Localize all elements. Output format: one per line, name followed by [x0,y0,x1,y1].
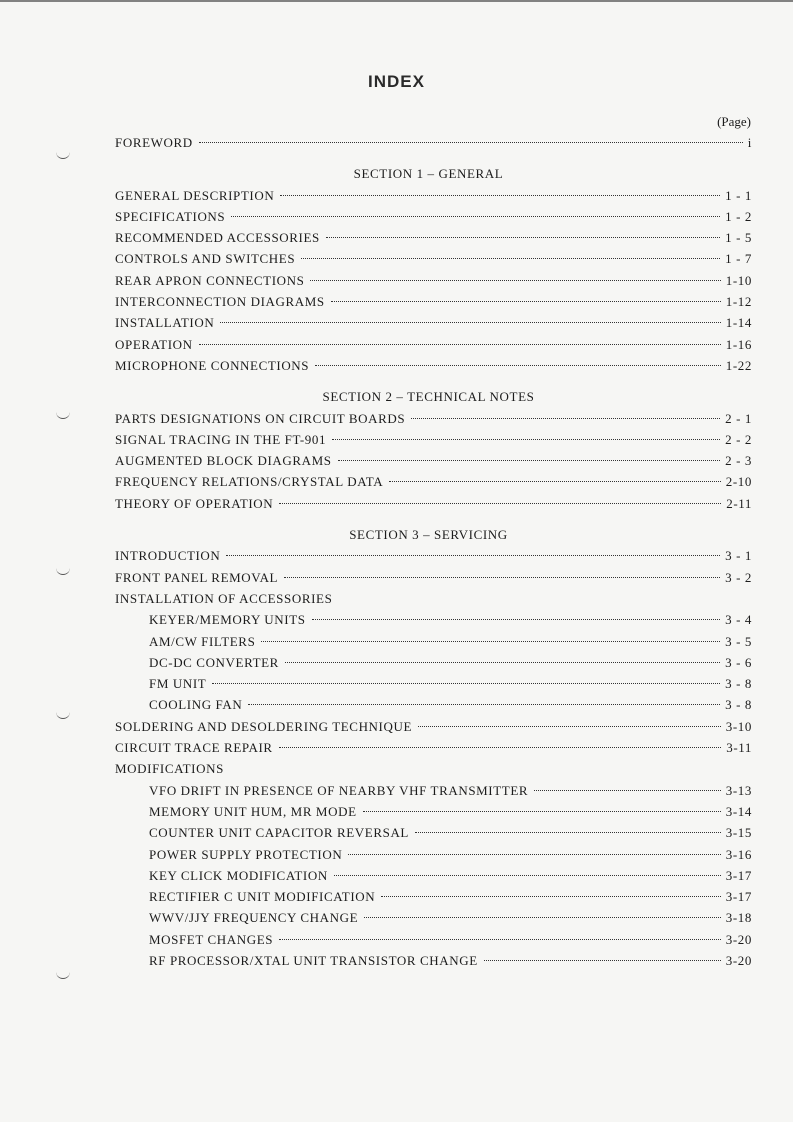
toc-entry-page: 1 - 2 [725,208,752,224]
table-of-contents [115,132,752,971]
toc-entry-label: FOREWORD [115,135,193,150]
toc-entry-page: 1-12 [725,294,752,310]
dot-leader [315,365,721,366]
dot-leader [484,960,721,961]
toc-entry[interactable] [115,694,752,715]
toc-entry[interactable] [115,471,752,492]
toc-entry-label: OPERATION [115,336,193,352]
dot-leader [285,662,720,663]
toc-entry-label: RECOMMENDED ACCESSORIES [115,230,320,246]
toc-subgroup-heading: INSTALLATION OF ACCESSORIES [115,590,333,606]
dot-leader [310,280,720,281]
dot-leader [279,939,721,940]
dot-leader [199,142,743,143]
toc-entry-page: 3 - 6 [725,654,752,670]
dot-leader [364,917,721,918]
section-spacer [115,153,752,163]
dot-leader [279,747,722,748]
toc-entry-label: SPECIFICATIONS [115,208,226,224]
dot-leader [280,195,720,196]
toc-entry-page: i [747,135,752,150]
binder-hole-mark [56,712,70,719]
toc-subgroup-heading: MODIFICATIONS [115,761,224,777]
toc-entry[interactable] [115,780,752,801]
toc-entry-page: 3 - 4 [725,612,752,628]
toc-entry-label: CIRCUIT TRACE REPAIR [115,740,273,756]
dot-leader [389,481,721,482]
dot-leader [415,832,721,833]
dot-leader [326,237,720,238]
toc-entry-page: 3-11 [726,740,752,756]
toc-entry[interactable] [115,227,752,248]
toc-entry[interactable] [115,950,752,971]
toc-entry-label: INTRODUCTION [115,548,221,564]
dot-leader [338,460,721,461]
toc-entry-page: 3 - 2 [725,569,752,585]
toc-entry-page: 3-17 [725,867,752,883]
toc-entry-label: MEMORY UNIT HUM, MR MODE [149,803,357,819]
toc-entry[interactable] [115,567,752,588]
toc-entry[interactable] [115,716,752,737]
toc-entry-foreword[interactable] [115,132,752,153]
toc-entry-page: 1-10 [725,272,752,288]
dot-leader [334,875,721,876]
section-spacer [115,376,752,386]
toc-entry-label: KEY CLICK MODIFICATION [149,867,328,883]
toc-entry-label: REAR APRON CONNECTIONS [115,272,305,288]
dot-leader [331,301,721,302]
toc-entry[interactable] [115,865,752,886]
toc-entry[interactable] [115,631,752,652]
toc-entry-page: 3-17 [725,889,752,905]
section-heading: SECTION 2 – TECHNICAL NOTES [322,389,535,405]
toc-entry-page: 3 - 5 [725,633,752,649]
dot-leader [301,258,720,259]
dot-leader [332,439,720,440]
toc-entry[interactable] [115,334,752,355]
dot-leader [261,641,720,642]
dot-leader [534,790,721,791]
toc-entry-page: 3-20 [725,952,752,968]
toc-entry-page: 3-18 [725,910,752,926]
dot-leader [284,577,720,578]
toc-entry-label: KEYER/MEMORY UNITS [149,612,306,628]
toc-entry[interactable] [115,545,752,566]
dot-leader [212,683,720,684]
toc-entry-label: RF PROCESSOR/XTAL UNIT TRANSISTOR CHANGE [149,952,478,968]
toc-entry[interactable] [115,206,752,227]
dot-leader [411,418,720,419]
binder-hole-mark [56,568,70,575]
dot-leader [418,726,721,727]
toc-entry-page: 3-20 [725,931,752,947]
section-heading: SECTION 3 – SERVICING [349,527,508,543]
toc-entry-page: 1-16 [725,336,752,352]
toc-entry-label: WWV/JJY FREQUENCY CHANGE [149,910,359,926]
dot-leader [348,854,720,855]
toc-entry[interactable] [115,652,752,673]
toc-entry[interactable] [115,801,752,822]
toc-entry-page: 3-16 [725,846,752,862]
toc-entry-page: 3-13 [725,782,752,798]
dot-leader [199,344,721,345]
toc-entry[interactable] [115,737,752,758]
toc-entry-label: RECTIFIER C UNIT MODIFICATION [149,889,376,905]
toc-entry-label: AM/CW FILTERS [149,633,256,649]
toc-entry[interactable] [115,408,752,429]
binder-hole-mark [56,972,70,979]
toc-entry-page: 1 - 7 [725,251,752,267]
toc-entry-label: FRONT PANEL REMOVAL [115,569,279,585]
toc-entry[interactable] [115,609,752,630]
dot-leader [248,704,720,705]
toc-entry[interactable] [115,844,752,865]
toc-entry-label: MICROPHONE CONNECTIONS [115,357,310,373]
toc-entry-label: VFO DRIFT IN PRESENCE OF NEARBY VHF TRANSMITTER [149,782,529,798]
toc-entry-label: THEORY OF OPERATION [115,495,274,511]
toc-entry-label: SOLDERING AND DESOLDERING TECHNIQUE [115,718,412,734]
toc-entry-label: AUGMENTED BLOCK DIAGRAMS [115,453,332,469]
toc-entry-label: INSTALLATION [115,315,215,331]
toc-entry-page: 1 - 5 [725,230,752,246]
toc-entry[interactable] [115,886,752,907]
toc-entry-label: INTERCONNECTION DIAGRAMS [115,294,325,310]
dot-leader [363,811,721,812]
toc-entry-label: SIGNAL TRACING IN THE FT-901 [115,431,327,447]
toc-entry-label: DC-DC CONVERTER [149,654,279,670]
section-spacer [115,514,752,524]
toc-entry-label: COOLING FAN [149,697,243,713]
toc-entry[interactable] [115,429,752,450]
toc-entry-page: 3-15 [725,825,752,841]
toc-entry-page: 3 - 8 [725,697,752,713]
toc-entry-label: GENERAL DESCRIPTION [115,187,275,203]
toc-entry-page: 2-10 [725,474,752,490]
dot-leader [220,322,720,323]
dot-leader [279,503,721,504]
toc-entry-page: 3 - 1 [725,548,752,564]
toc-entry[interactable] [115,907,752,928]
binder-hole-mark [56,152,70,159]
toc-entry-label: POWER SUPPLY PROTECTION [149,846,343,862]
top-edge-line [0,0,793,2]
toc-entry[interactable] [115,270,752,291]
toc-entry-page: 3 - 8 [725,676,752,692]
toc-entry[interactable] [115,673,752,694]
page-column-label: (Page) [717,114,751,129]
dot-leader [231,216,720,217]
toc-entry[interactable] [115,493,752,514]
toc-entry[interactable] [115,355,752,376]
toc-entry-page: 1-22 [725,357,752,373]
toc-entry-label: FREQUENCY RELATIONS/CRYSTAL DATA [115,474,384,490]
dot-leader [381,896,721,897]
toc-entry-page: 3-14 [725,803,752,819]
toc-entry-label: PARTS DESIGNATIONS ON CIRCUIT BOARDS [115,410,406,426]
toc-entry-label: MOSFET CHANGES [149,931,274,947]
toc-entry-page: 3-10 [725,718,752,734]
toc-entry-page: 2 - 3 [725,453,752,469]
toc-entry-page: 2-11 [726,495,752,511]
binder-hole-mark [56,412,70,419]
toc-entry-label: FM UNIT [149,676,207,692]
toc-entry[interactable] [115,291,752,312]
toc-entry-label: COUNTER UNIT CAPACITOR REVERSAL [149,825,409,841]
toc-entry[interactable] [115,312,752,333]
toc-entry-label: CONTROLS AND SWITCHES [115,251,296,267]
page-title: INDEX [368,72,425,91]
toc-entry[interactable] [115,929,752,950]
toc-entry-page: 2 - 2 [725,431,752,447]
dot-leader [312,619,721,620]
toc-entry[interactable] [115,450,752,471]
dot-leader [226,555,720,556]
section-heading: SECTION 1 – GENERAL [353,166,504,182]
toc-entry-page: 2 - 1 [725,410,752,426]
toc-entry[interactable] [115,185,752,206]
toc-entry[interactable] [115,822,752,843]
toc-entry-page: 1 - 1 [725,187,752,203]
toc-entry-page: 1-14 [725,315,752,331]
toc-entry[interactable] [115,248,752,269]
